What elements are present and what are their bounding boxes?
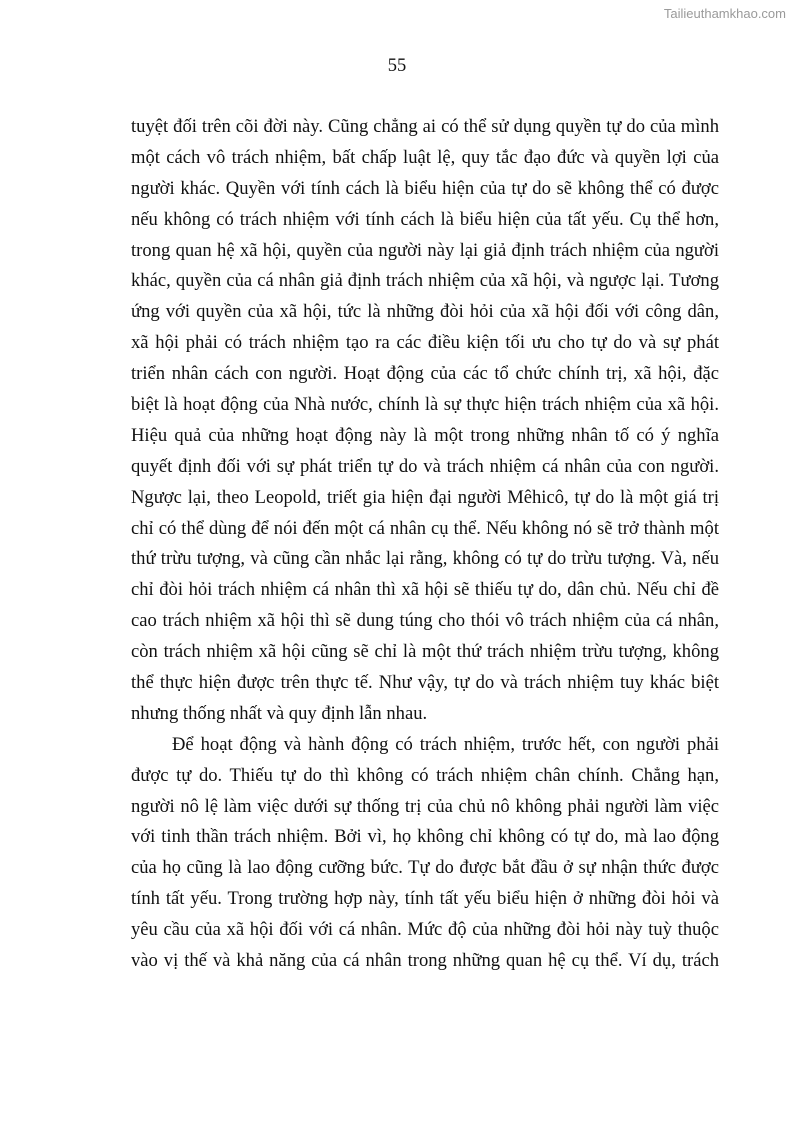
text-line: một cách vô trách nhiệm, bất chấp luật lệ, quy tắc đạo đức và quyền lợi của: [131, 146, 719, 168]
page-number: 55: [387, 56, 407, 76]
text-line: Ngược lại, theo Leopold, triết gia hiện đại người Mêhicô, tự do là một giá trị: [131, 486, 719, 508]
text-line: biệt là hoạt động của Nhà nước, chính là sự thực hiện trách nhiệm của xã hội.: [131, 394, 719, 416]
text-line: quyết định đối với sự phát triển tự do và trách nhiệm cá nhân của con người.: [131, 455, 719, 477]
text-line: của họ cũng là lao động cưỡng bức. Tự do được bắt đầu ở sự nhận thức được: [131, 857, 719, 879]
text-line: chỉ đòi hỏi trách nhiệm cá nhân thì xã hội sẽ thiếu tự do, dân chủ. Nếu chỉ đề: [131, 579, 719, 601]
paragraph-2: [131, 730, 719, 977]
text-line: trong quan hệ xã hội, quyền của người này lại giả định trách nhiệm của người: [131, 239, 719, 261]
text-line: nhưng thống nhất và quy định lẫn nhau.: [131, 702, 428, 724]
text-line: người nô lệ làm việc dưới sự thống trị của chủ nô không phải người làm việc: [131, 795, 719, 817]
text-line: chỉ có thể dùng để nói đến một cá nhân cụ thể. Nếu không nó sẽ trở thành một: [131, 517, 719, 539]
paragraph-1: [131, 112, 719, 730]
text-line: người khác. Quyền với tính cách là biểu hiện của tự do sẽ không thể có được: [131, 177, 719, 199]
text-line: tuyệt đối trên cõi đời này. Cũng chẳng ai có thể sử dụng quyền tự do của mình: [131, 116, 719, 137]
text-line: nếu không có trách nhiệm với tính cách là biểu hiện của tất yếu. Cụ thể hơn,: [131, 208, 719, 230]
text-line: thứ trừu tượng, và cũng cần nhắc lại rằng, không có tự do trừu tượng. Và, nếu: [131, 548, 719, 570]
text-line: triển nhân cách con người. Hoạt động của các tổ chức chính trị, xã hội, đặc: [131, 363, 719, 385]
text-line: thể thực hiện được trên thực tế. Như vậy, tự do và trách nhiệm tuy khác biệt: [131, 672, 719, 694]
text-line: ứng với quyền của xã hội, tức là những đòi hỏi của xã hội đối với công dân,: [131, 301, 719, 323]
text-line: yêu cầu của xã hội đối với cá nhân. Mức độ của những đòi hỏi này tuỳ thuộc: [131, 919, 719, 941]
text-line: được tự do. Thiếu tự do thì không có trách nhiệm chân chính. Chẳng hạn,: [131, 764, 719, 786]
watermark-text: Tailieuthamkhao.com: [663, 6, 786, 21]
text-line: Để hoạt động và hành động có trách nhiệm, trước hết, con người phải: [172, 733, 719, 755]
text-line: vào vị thế và khả năng của cá nhân trong những quan hệ cụ thể. Ví dụ, trách: [131, 950, 719, 972]
text-line: còn trách nhiệm xã hội cũng sẽ chỉ là một thứ trách nhiệm trừu tượng, không: [131, 641, 719, 663]
text-line: xã hội phải có trách nhiệm tạo ra các điều kiện tối ưu cho tự do và sự phát: [131, 332, 719, 354]
text-line: khác, quyền của cá nhân giả định trách nhiệm của xã hội, và ngược lại. Tương: [131, 270, 719, 292]
text-line: tính tất yếu. Trong trường hợp này, tính tất yếu biểu hiện ở những đòi hỏi và: [131, 888, 719, 910]
text-line: cao trách nhiệm xã hội thì sẽ dung túng cho thói vô trách nhiệm của cá nhân,: [131, 610, 719, 632]
text-line: Hiệu quả của những hoạt động này là một trong những nhân tố có ý nghĩa: [131, 424, 719, 446]
text-line: với tinh thần trách nhiệm. Bởi vì, họ không chỉ không có tự do, mà lao động: [131, 826, 719, 848]
document-body: [131, 112, 719, 977]
